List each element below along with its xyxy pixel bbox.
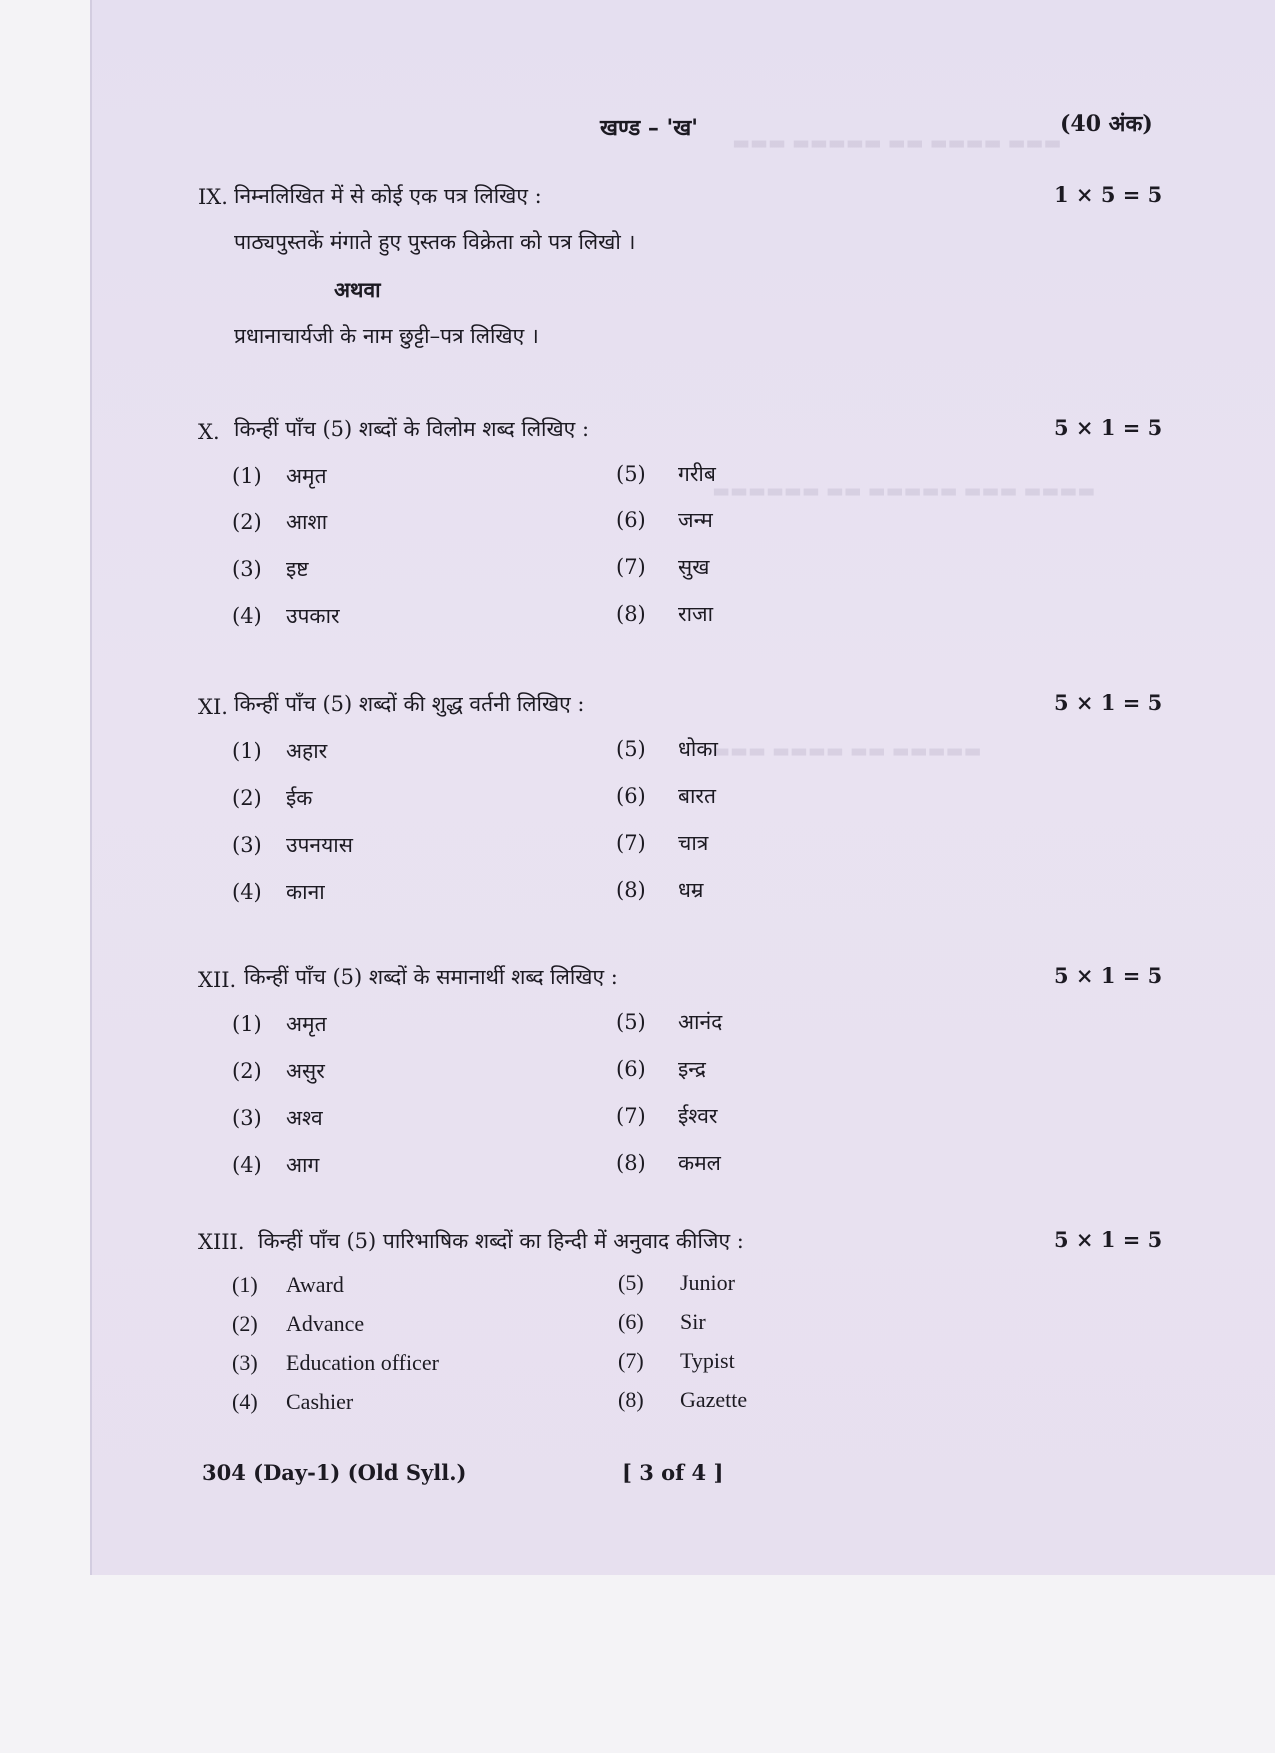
list-item: (4) उपकार: [232, 604, 340, 628]
question-prompt: किन्हीं पाँच (5) पारिभाषिक शब्दों का हिन्दी में अनुवाद कीजिए :: [258, 1229, 744, 1253]
list-item: (8) राजा: [616, 602, 714, 626]
list-item: (4) Cashier: [232, 1389, 354, 1414]
list-item: (7) सुख: [616, 555, 710, 579]
list-item: (8) कमल: [616, 1151, 721, 1175]
list-item: (7) Typist: [618, 1348, 735, 1373]
list-item: (7) चात्र: [616, 831, 709, 855]
list-item: (6) Sir: [618, 1309, 706, 1334]
list-item: (1) Award: [232, 1272, 344, 1297]
list-item: (1) अहार: [232, 739, 328, 763]
question-numeral: IX.: [198, 185, 228, 209]
list-item: (2) आशा: [232, 510, 328, 534]
list-item: (3) उपनयास: [232, 833, 353, 857]
list-item: (3) Education officer: [232, 1350, 439, 1375]
list-item: (2) ईक: [232, 786, 313, 810]
list-item: (5) Junior: [618, 1270, 735, 1295]
section-title: खण्ड – 'ख': [600, 115, 699, 141]
question-numeral: XIII.: [198, 1230, 245, 1254]
question-prompt: किन्हीं पाँच (5) शब्दों के समानार्थी शब्द लिखिए :: [244, 965, 618, 989]
show-through-text: ▬▬▬▬ ▬▬▬ ▬▬▬▬▬ ▬▬ ▬▬▬▬▬▬: [712, 480, 1096, 502]
page-number: [ 3 of 4 ]: [622, 1460, 724, 1485]
question-marks: 5 × 1 = 5: [1054, 1227, 1163, 1252]
list-item: (2) असुर: [232, 1059, 325, 1083]
list-item: (6) इन्द्र: [616, 1057, 706, 1081]
show-through-text: ▬▬▬▬▬ ▬▬ ▬▬▬▬ ▬▬▬: [712, 740, 982, 762]
list-item: (8) Gazette: [618, 1387, 748, 1412]
letter-option-2: प्रधानाचार्यजी के नाम छुट्टी–पत्र लिखिए ।: [234, 324, 539, 348]
list-item: (4) काना: [232, 880, 325, 904]
question-numeral: XI.: [198, 695, 228, 719]
question-marks: 5 × 1 = 5: [1054, 690, 1163, 715]
section-marks: (40 अंक): [1060, 111, 1153, 137]
list-item: (1) अमृत: [232, 1012, 327, 1036]
question-marks: 5 × 1 = 5: [1054, 415, 1163, 440]
list-item: (3) इष्ट: [232, 557, 309, 581]
list-item: (5) गरीब: [616, 462, 716, 486]
list-item: (4) आग: [232, 1153, 320, 1177]
question-numeral: XII.: [198, 968, 237, 992]
letter-option-1: पाठ्यपुस्तकें मंगाते हुए पुस्तक विक्रेता को पत्र लिखो ।: [234, 230, 636, 254]
show-through-text: ▬▬▬ ▬▬▬▬ ▬▬ ▬▬▬▬▬ ▬▬▬: [732, 132, 1062, 154]
list-item: (5) आनंद: [616, 1010, 723, 1034]
list-item: (6) जन्म: [616, 508, 713, 532]
paper-code: 304 (Day-1) (Old Syll.): [202, 1460, 467, 1485]
list-item: (8) धम्र: [616, 878, 704, 902]
list-item: (3) अश्व: [232, 1106, 323, 1130]
list-item: (1) अमृत: [232, 464, 327, 488]
question-marks: 5 × 1 = 5: [1054, 963, 1163, 988]
question-prompt: निम्नलिखित में से कोई एक पत्र लिखिए :: [234, 184, 542, 208]
list-item: (5) धोका: [616, 737, 718, 761]
question-numeral: X.: [198, 420, 220, 444]
list-item: (6) बारत: [616, 784, 716, 808]
list-item: (2) Advance: [232, 1311, 365, 1336]
or-separator: अथवा: [334, 277, 381, 302]
exam-page: [90, 0, 1275, 1575]
question-marks: 1 × 5 = 5: [1054, 182, 1163, 207]
question-prompt: किन्हीं पाँच (5) शब्दों की शुद्ध वर्तनी लिखिए :: [234, 692, 585, 716]
question-prompt: किन्हीं पाँच (5) शब्दों के विलोम शब्द लिखिए :: [234, 417, 590, 441]
list-item: (7) ईश्वर: [616, 1104, 718, 1128]
